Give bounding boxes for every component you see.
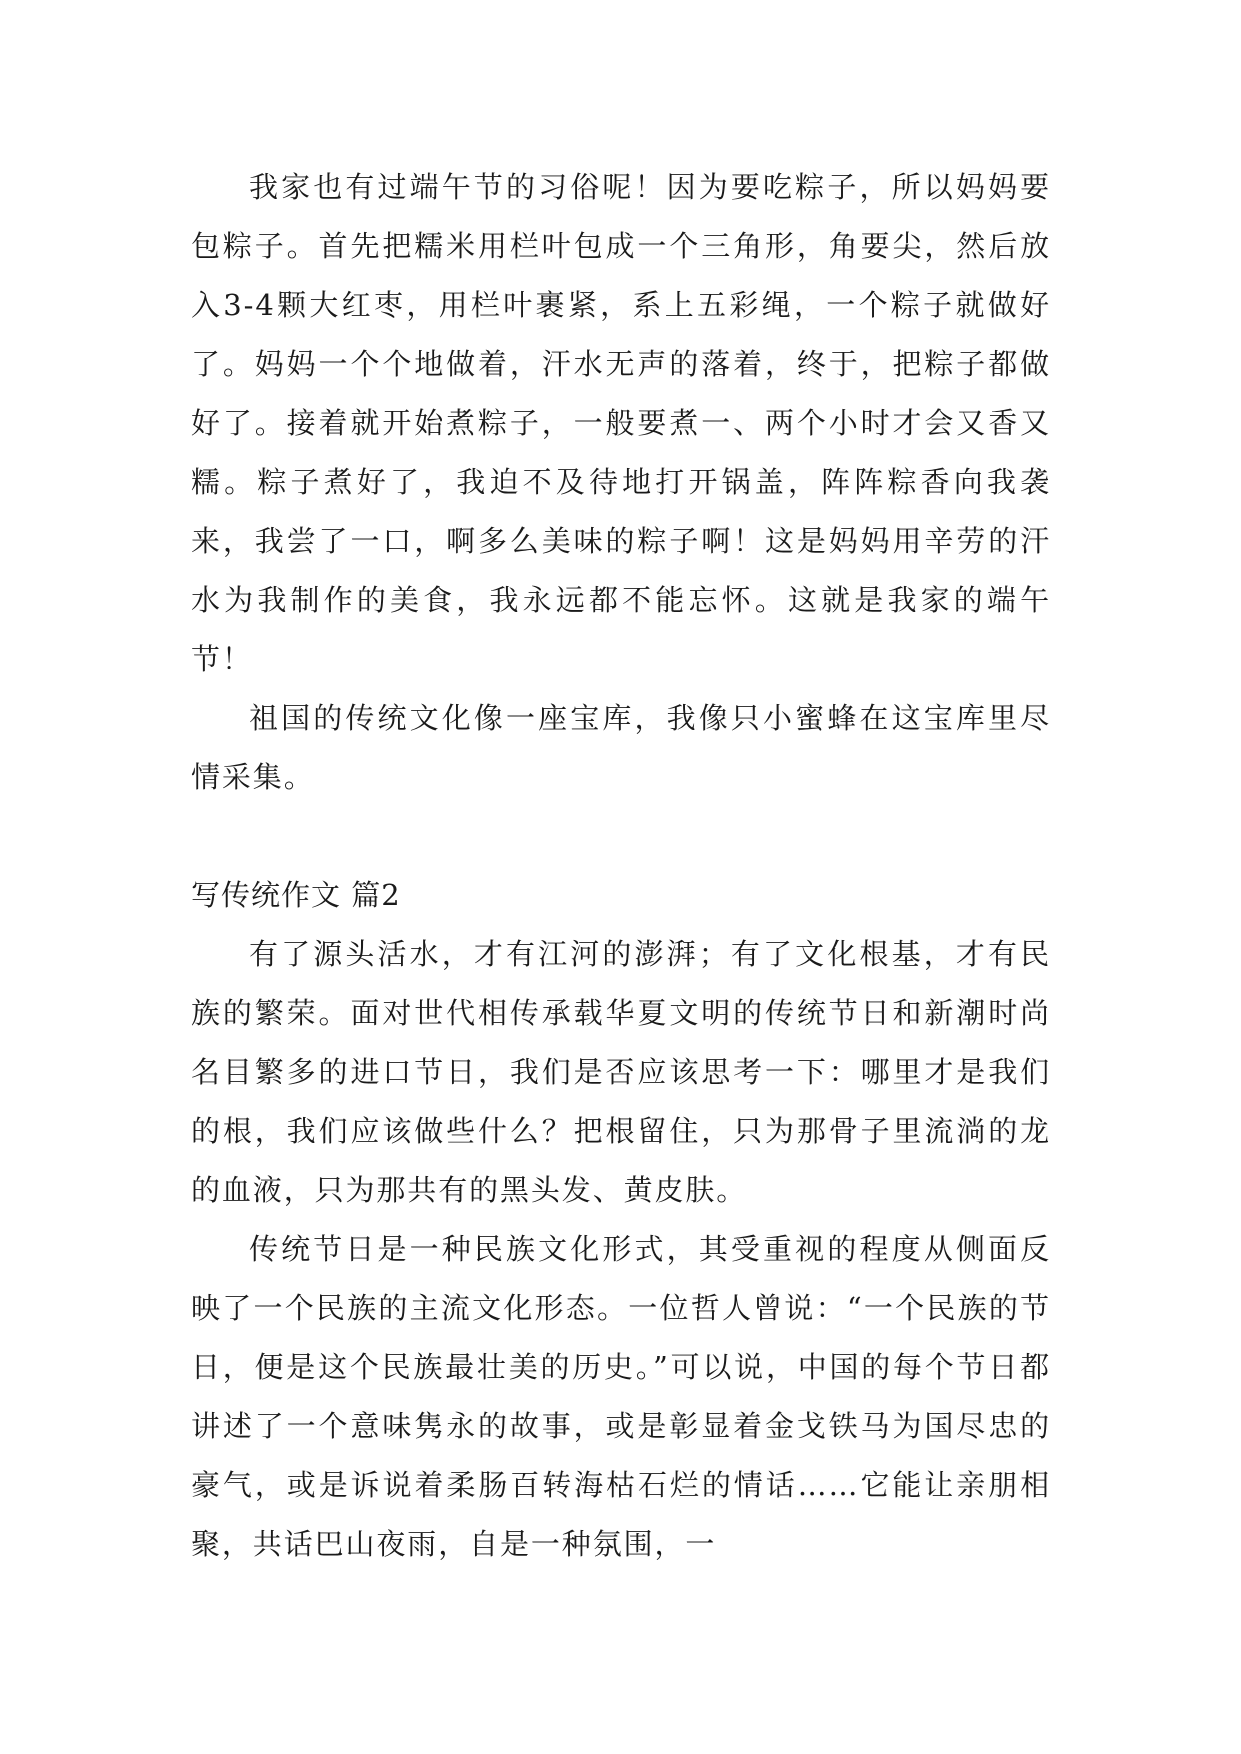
paragraph-treasure: 祖国的传统文化像一座宝库，我像只小蜜蜂在这宝库里尽情采集。 (191, 701, 1051, 794)
paragraph-roots: 有了源头活水，才有江河的澎湃；有了文化根基，才有民族的繁荣。面对世代相传承载华夏文明的传统节日和新潮时尚名目繁多的进口节日，我们是否应该思考一下：哪里才是我们的根，我们应该做些什么？把根留住，只为那骨子里流淌的龙的血液，只为那共有的黑头发、黄皮肤。 (191, 937, 1051, 1207)
section-heading: 写传统作文 篇2 (191, 878, 401, 912)
document-body (191, 158, 1051, 1574)
paragraph-festivals: 传统节日是一种民族文化形式，其受重视的程度从侧面反映了一个民族的主流文化形态。一位哲人曾说：“一个民族的节日，便是这个民族最壮美的历史。”可以说，中国的每个节日都讲述了一个意味隽永的故事，或是彰显着金戈铁马为国尽忠的豪气，或是诉说着柔肠百转海枯石烂的情话……它能让亲朋相聚，共话巴山夜雨，自是一种氛围，一 (191, 1232, 1051, 1561)
paragraph-dragon-boat: 我家也有过端午节的习俗呢！因为要吃粽子，所以妈妈要包粽子。首先把糯米用栏叶包成一个三角形，角要尖，然后放入3-4颗大红枣，用栏叶裹紧，系上五彩绳，一个粽子就做好了。妈妈一个个地做着，汗水无声的落着，终于，把粽子都做好了。接着就开始煮粽子，一般要煮一、两个小时才会又香又糯。粽子煮好了，我迫不及待地打开锅盖，阵阵粽香向我袭来，我尝了一口，啊多么美味的粽子啊！这是妈妈用辛劳的汗水为我制作的美食，我永远都不能忘怀。这就是我家的端午节！ (191, 170, 1051, 676)
